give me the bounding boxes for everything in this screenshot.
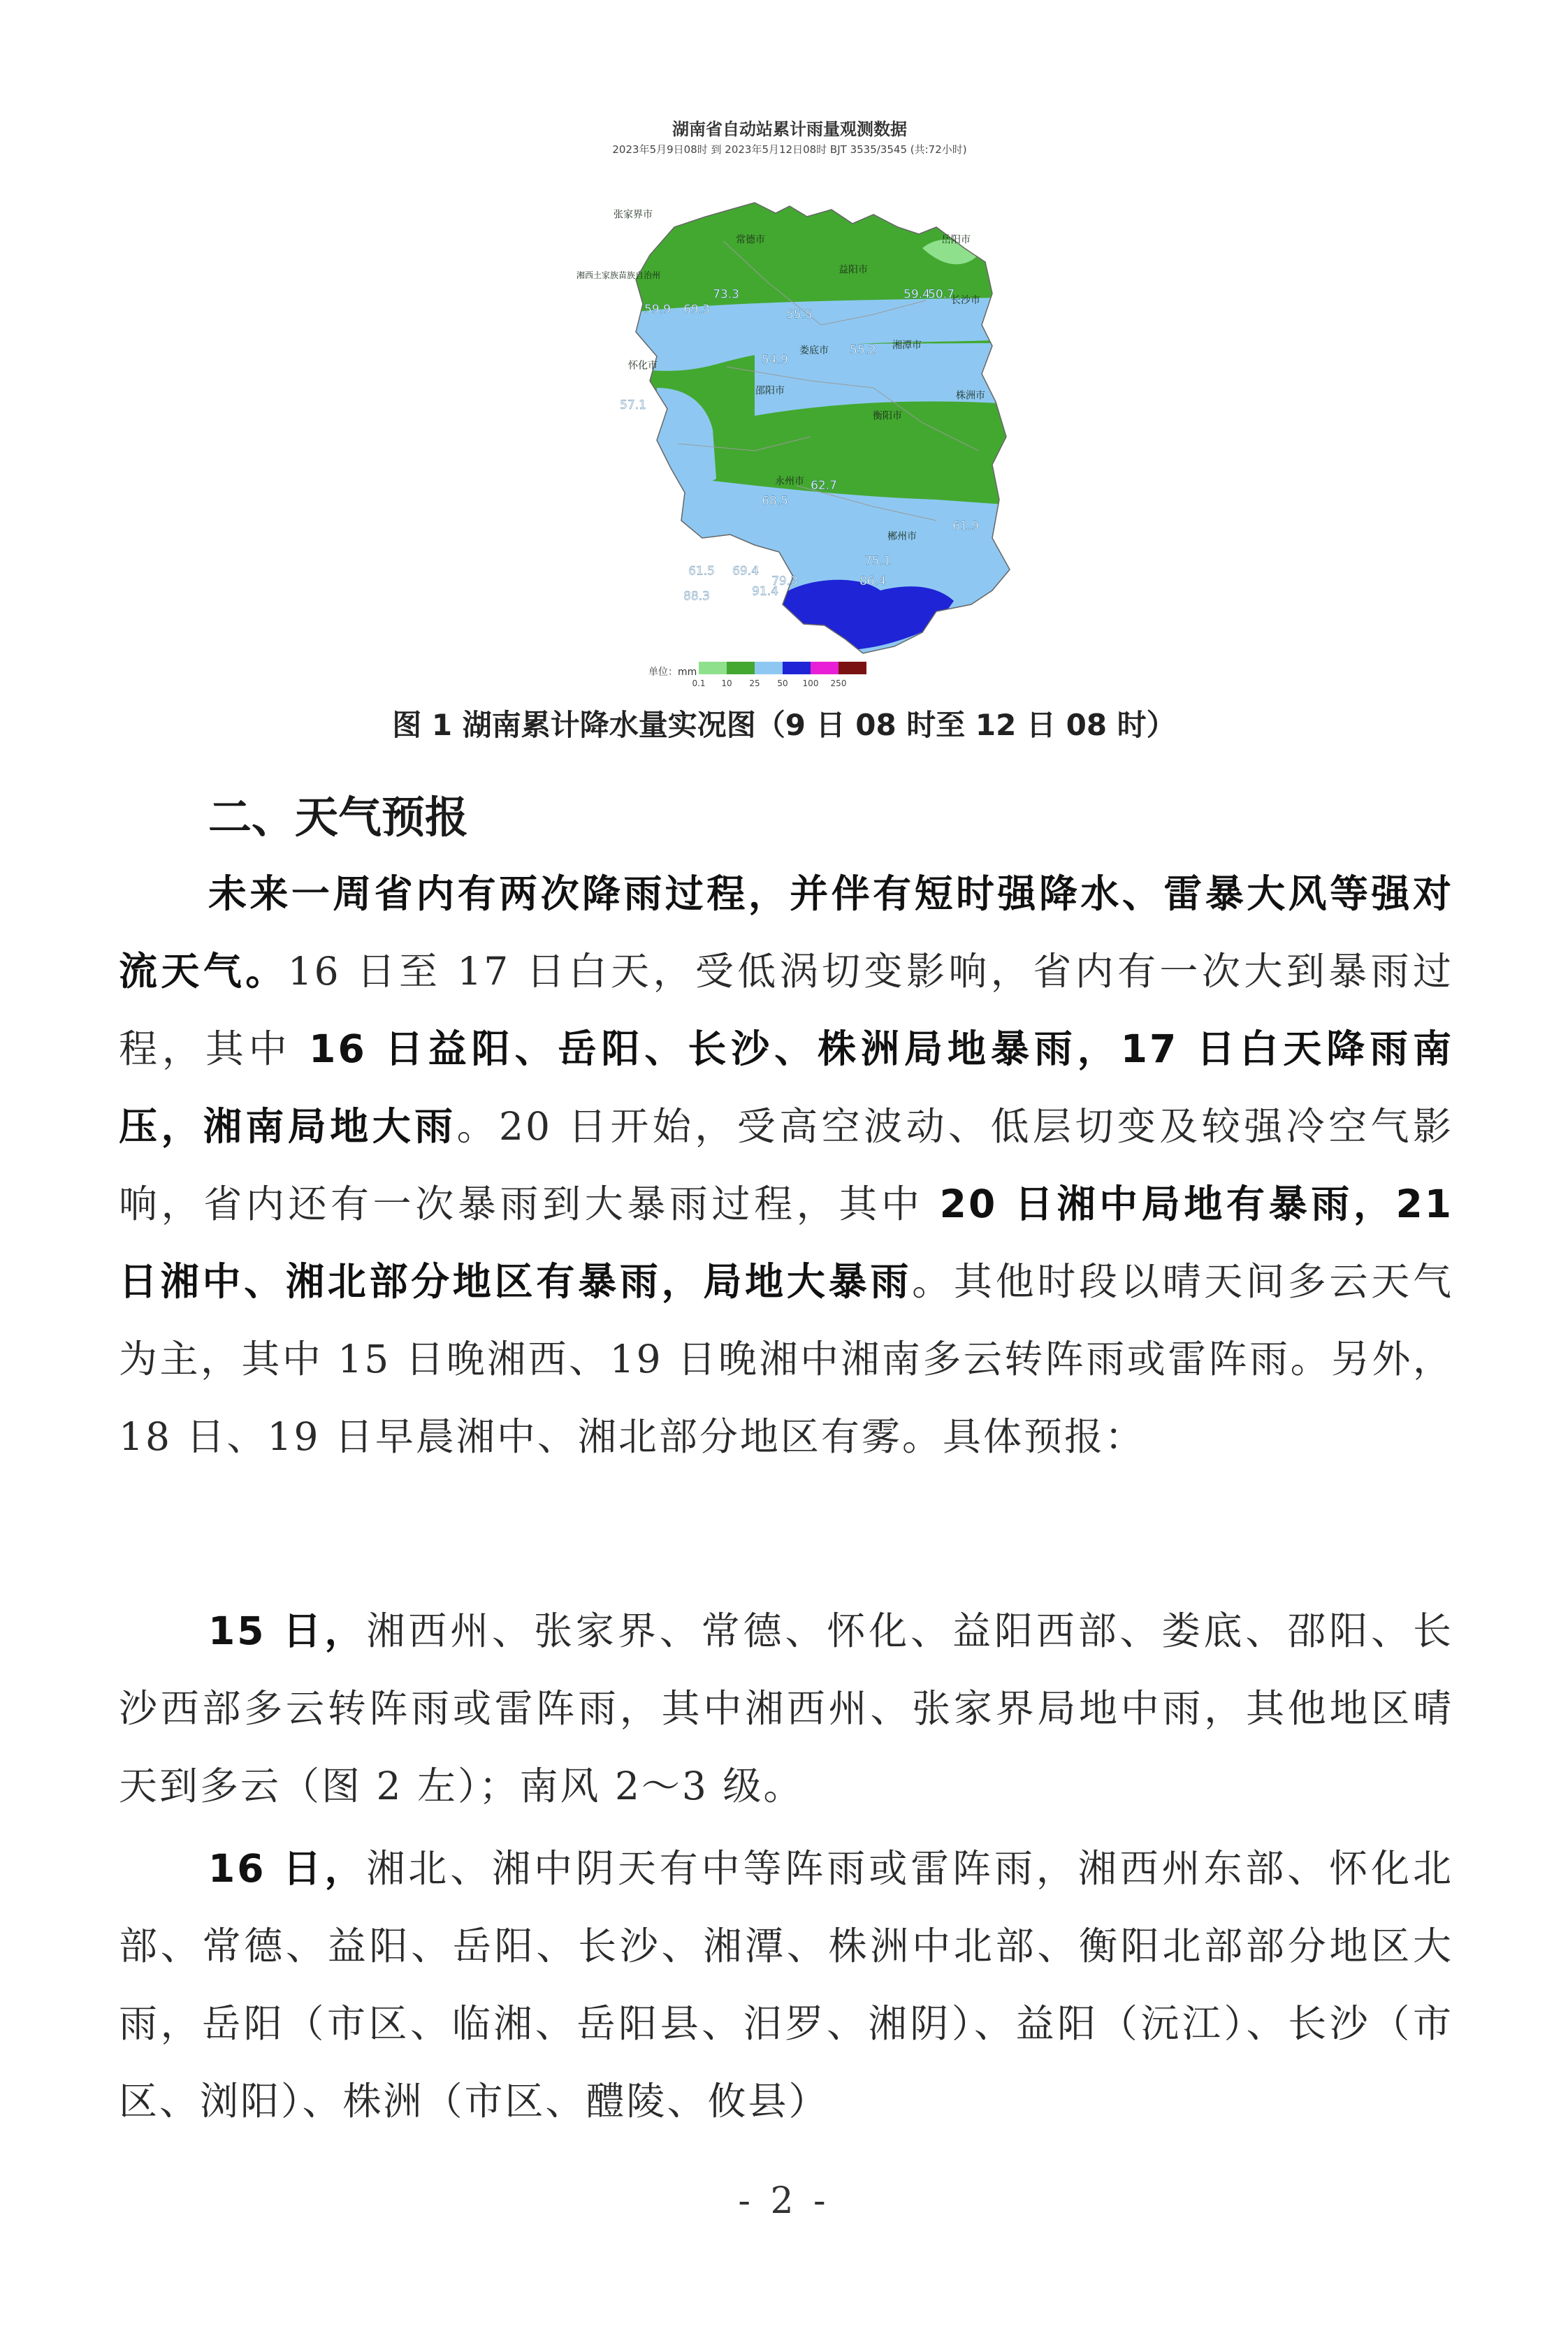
legend-swatch: [699, 662, 727, 674]
station-rainfall-value: 59.4: [903, 287, 930, 302]
legend-tick-label: 100: [802, 678, 819, 688]
map-title: 湖南省自动站累计雨量观测数据: [672, 119, 907, 139]
map-city-label: 怀化市: [628, 360, 658, 372]
bold-text-run: 20 日湘中局地有暴雨，21 日湘中、湘北部分地区有暴雨，局地大暴雨: [119, 1182, 1453, 1304]
map-city-label: 长沙市: [951, 294, 980, 306]
map-city-label: 永州市: [775, 476, 804, 487]
bold-text-run: 16 日，: [208, 1846, 367, 1891]
map-city-label: 常德市: [736, 234, 765, 246]
text-run: 16 日至 17 日白天，受低涡切变影响，省内有一次大到暴雨过程，其中: [119, 949, 1453, 1071]
station-rainfall-value: 62.7: [811, 479, 837, 493]
text-run: 湘西州、张家界、常德、怀化、益阳西部、娄底、邵阳、长沙西部多云转阵雨或雷阵雨，其中湘西州、张家界局地中雨，其他地区晴天到多云（图 2 左）；南风 2～3 级。: [119, 1609, 1453, 1808]
page-number: - 2 -: [738, 2180, 830, 2222]
map-city-label: 郴州市: [887, 531, 917, 543]
hunan-rainfall-map: [545, 157, 1034, 660]
rainfall-map-figure: [545, 115, 1034, 695]
map-city-label: 湘潭市: [892, 340, 922, 351]
station-rainfall-value: 61.9: [952, 518, 979, 533]
station-rainfall-value: 75.1: [864, 554, 891, 569]
station-rainfall-value: 88.3: [683, 589, 710, 604]
map-city-label: 湘西土家族苗族自治州: [576, 270, 661, 280]
station-rainfall-value: 55.5: [786, 307, 813, 322]
section-heading: 二、天气预报: [208, 792, 469, 843]
legend-swatch: [755, 662, 783, 674]
legend-swatch: [783, 662, 811, 674]
map-city-label: 衡阳市: [873, 410, 902, 422]
map-city-label: 张家界市: [614, 209, 653, 221]
legend-tick-label: 0.1: [692, 678, 706, 688]
map-city-label: 株洲市: [956, 390, 985, 402]
bold-text-run: 15 日，: [208, 1609, 367, 1653]
forecast-paragraph-16th: [119, 1830, 1453, 2140]
figure-caption: 图 1 湖南累计降水量实况图（9 日 08 时至 12 日 08 时）: [392, 708, 1176, 742]
map-subtitle: 2023年5月9日08时 到 2023年5月12日08时 BJT 3535/3545 (共:72小时): [612, 143, 967, 156]
legend-swatch: [811, 662, 839, 674]
legend-tick-label: 25: [749, 678, 760, 688]
map-city-label: 益阳市: [839, 264, 868, 276]
station-rainfall-value: 57.1: [620, 398, 646, 412]
station-rainfall-value: 55.2: [850, 342, 876, 357]
station-rainfall-value: 69.3: [683, 303, 710, 317]
legend-swatch: [839, 662, 866, 674]
text-run: 。其他时段以晴天间多云天气为主，其中 15 日晚湘西、19 日晚湘中湘南多云转阵雨或雷阵雨。另外，18 日、19 日早晨湘中、湘北部分地区有雾。具体预报：: [119, 1259, 1453, 1459]
station-rainfall-value: 86.4: [859, 574, 886, 588]
map-city-label: 岳阳市: [941, 234, 971, 246]
station-rainfall-value: 73.3: [713, 287, 739, 302]
text-run: 。20 日开始，受高空波动、低层切变及较强冷空气影响，省内还有一次暴雨到大暴雨过程，其中: [119, 1104, 1453, 1226]
legend-color-bar: [699, 662, 866, 674]
text-run: 湘北、湘中阴天有中等阵雨或雷阵雨，湘西州东部、怀化北部、常德、益阳、岳阳、长沙、湘潭、株洲中北部、衡阳北部部分地区大雨，岳阳（市区、临湘、岳阳县、汨罗、湘阴）、益阳（沅江）、长沙（市区、浏阳）、株洲（市区、醴陵、攸县）: [119, 1846, 1453, 2124]
forecast-paragraph-15th: [119, 1592, 1453, 1825]
bold-text-run: 未来一周省内有两次降雨过程，并伴有短时强降水、雷暴大风等强对流天气。: [119, 871, 1453, 994]
legend-swatch: [727, 662, 755, 674]
station-rainfall-value: 50.7: [928, 287, 954, 302]
station-rainfall-value: 69.4: [732, 564, 759, 579]
forecast-paragraph-summary: [119, 855, 1453, 1476]
station-rainfall-value: 91.4: [752, 584, 778, 599]
station-rainfall-value: 68.5: [762, 493, 788, 508]
bold-text-run: 16 日益阳、岳阳、长沙、株洲局地暴雨，17 日白天降雨南压，湘南局地大雨: [119, 1026, 1454, 1149]
station-rainfall-value: 79.3: [771, 574, 798, 588]
legend-tick-label: 250: [830, 678, 847, 688]
map-city-label: 邵阳市: [755, 385, 785, 397]
station-rainfall-value: 59.9: [644, 303, 671, 317]
legend-unit-label: 单位：mm: [648, 667, 697, 678]
legend-tick-label: 50: [777, 678, 788, 688]
station-rainfall-value: 54.9: [762, 353, 788, 368]
map-city-label: 娄底市: [799, 344, 829, 356]
legend-ticks: [692, 678, 922, 691]
legend-tick-label: 10: [721, 678, 732, 688]
station-rainfall-value: 61.5: [688, 564, 715, 579]
